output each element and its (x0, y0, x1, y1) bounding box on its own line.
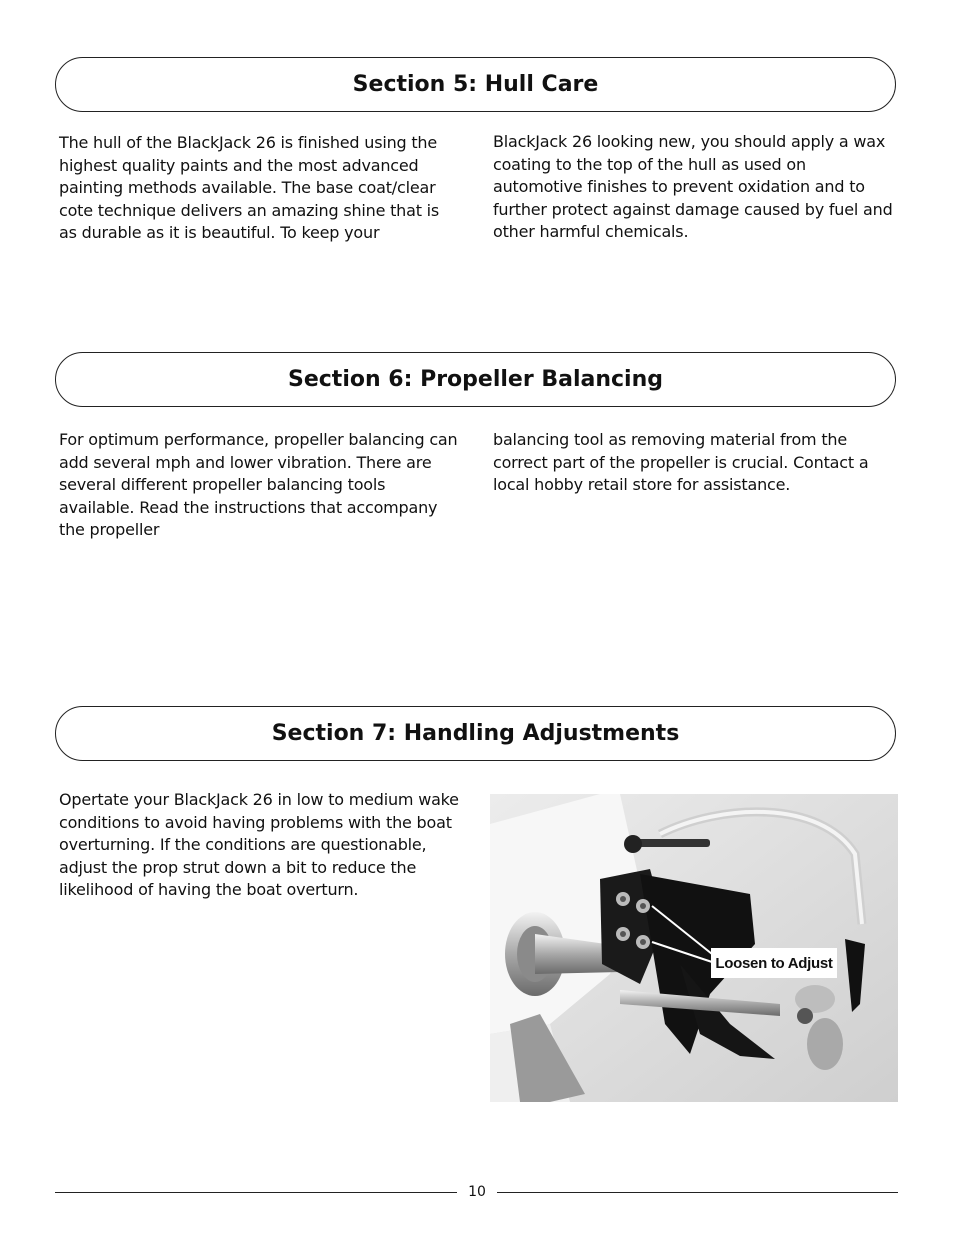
footer-rule-left (55, 1192, 462, 1193)
section-5-header (55, 57, 896, 112)
section-6-title: Section 6: Propeller Balancing (288, 367, 663, 392)
page-number: 10 (457, 1184, 497, 1200)
section-6-header (55, 352, 896, 407)
prop-strut-photo (490, 794, 898, 1102)
footer-rule-right (491, 1192, 898, 1193)
loosen-to-adjust-callout: Loosen to Adjust (711, 948, 837, 978)
section-5-column-2: BlackJack 26 looking new, you should apply a wax coating to the top of the hull as used on automotive finishes to prevent oxidation and to further protect against damage caused by fuel and other harmful chemicals. (493, 132, 893, 241)
section-5-column-1: The hull of the BlackJack 26 is finished using the highest quality paints and the most advanced painting methods available. The base coat/clear cote technique delivers an amazing shine that is as durable as it is beautiful. To keep your (59, 133, 440, 242)
section-7-title: Section 7: Handling Adjustments (271, 721, 680, 746)
section-5-title: Section 5: Hull Care (352, 72, 599, 97)
section-7-column-1: Opertate your BlackJack 26 in low to medium wake conditions to avoid having problems with the boat overturning. If the conditions are questionable, adjust the prop strut down a bit to reduce the likelihood of having the boat overturn. (59, 790, 459, 899)
section-6-column-1: For optimum performance, propeller balancing can add several mph and lower vibration. There are several different propeller balancing tools available. Read the instructions that accompany the propeller (59, 430, 458, 539)
section-6-column-2: balancing tool as removing material from the correct part of the propeller is crucial. Contact a local hobby retail store for assistance. (493, 430, 869, 494)
section-7-header (55, 706, 896, 761)
